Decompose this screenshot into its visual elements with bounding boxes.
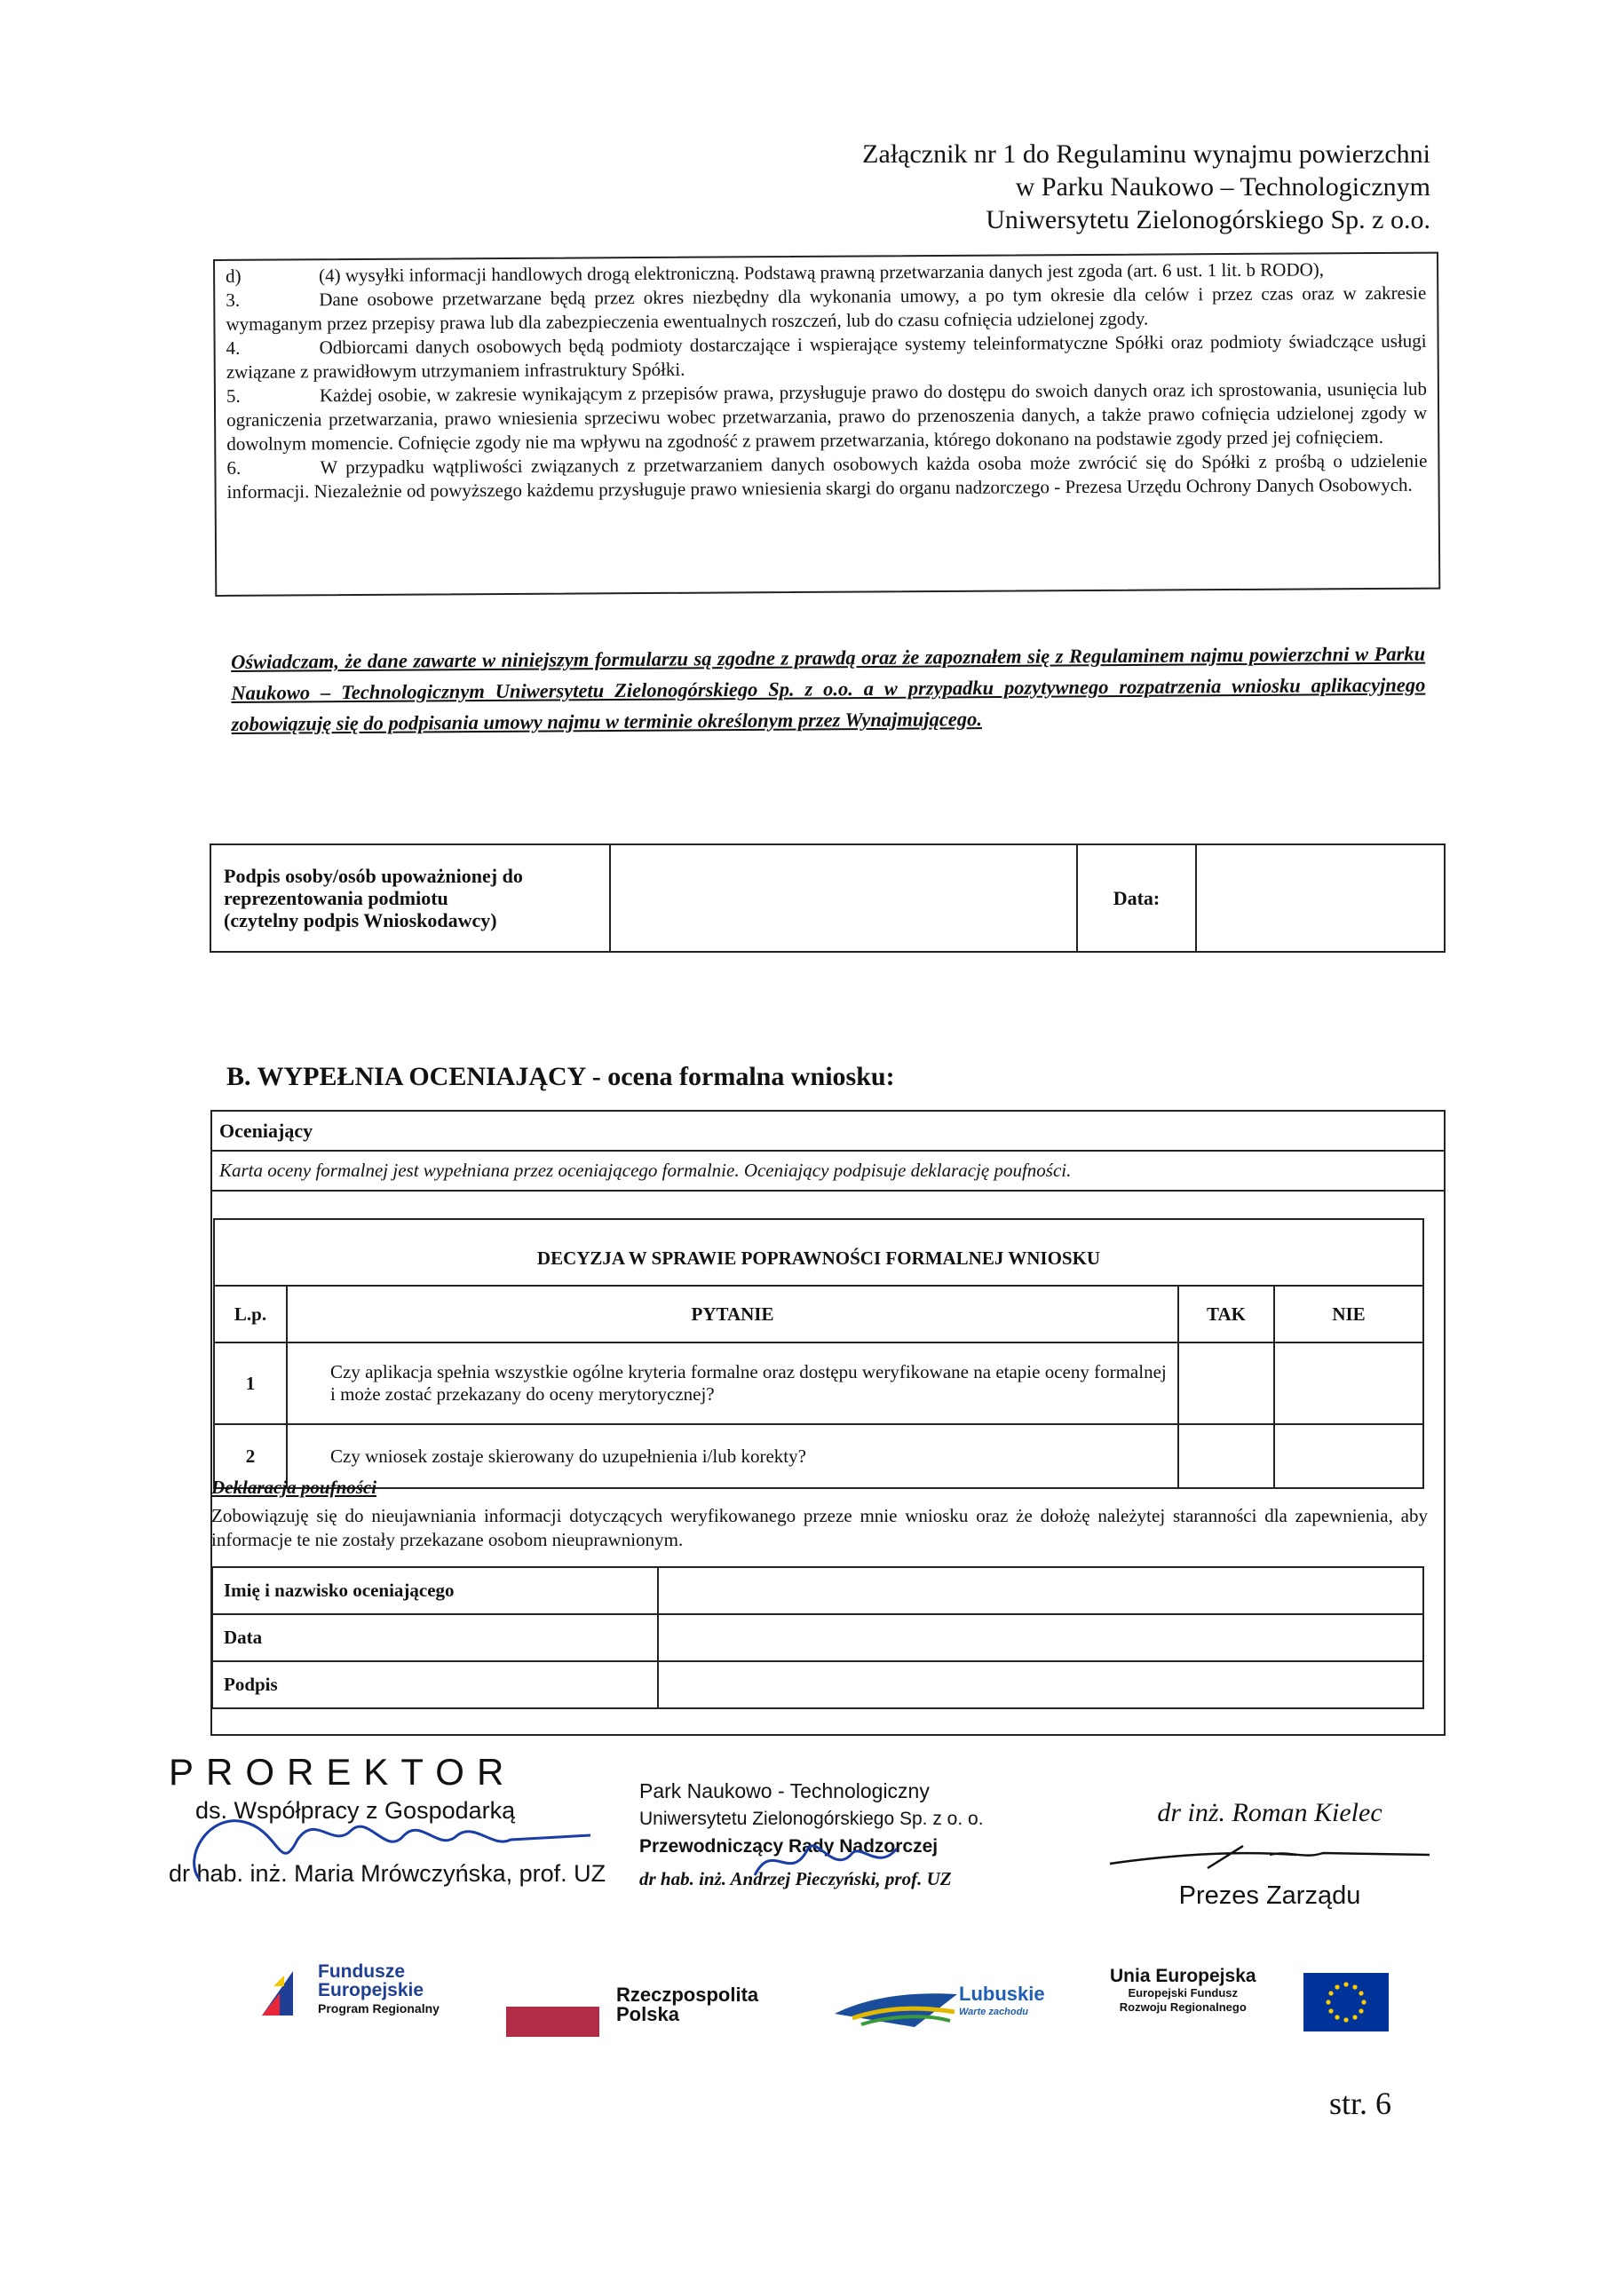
col-yes: TAK: [1178, 1286, 1274, 1342]
fe-line: Fundusze: [318, 1961, 405, 1982]
gdpr-text: Dane osobowe przetwarzane będą przez okres niezbędny dla wykonania umowy, a po tym okresie dla celów i przez czas oraz w zakresie wymaganym przez przepisy prawa lub dla zabezpieczenia ewentualnych roszczeń, lub do czasu cofnięcia udzielonej zgody.: [226, 281, 1427, 335]
rp-line: Rzeczpospolita: [616, 1984, 759, 2006]
rp-line: Polska: [616, 2003, 679, 2025]
prorektor-signature: [173, 1795, 599, 1893]
eu-logo-text: [1110, 1967, 1256, 2015]
prorektor-title: PROREKTOR: [169, 1751, 517, 1793]
applicant-declaration: Oświadczam, że dane zawarte w niniejszym formularzu są zgodne z prawdą oraz że zapoznałem się z Regulaminem najmu powierzchni w Parku Naukowo – Technologicznym Uniwersytetu Zielonogórskiego Sp. z o.o. a w przypadku pozytywnego rozpatrzenia wniosku aplikacyjnego zobowiązuję się do podpisania umowy najmu w terminie określonym przez Wynajmującego.: [231, 642, 1426, 735]
park-line-3: Przewodniczący Rady Nadzorczej: [639, 1836, 939, 1857]
eu-funding-logos: [249, 1962, 1394, 2042]
park-line-4: dr hab. inż. Andrzej Pieczyński, prof. UZ: [639, 1868, 952, 1889]
lubuskie-logo-icon: [835, 1987, 959, 2036]
evaluator-name-label: Imię i nazwisko oceniającego: [212, 1567, 658, 1614]
table-row: [214, 1342, 1423, 1424]
gdpr-paragraph-6: [226, 449, 1427, 504]
evaluator-fields-table: [211, 1566, 1424, 1709]
signature-label: Podpis osoby/osób upoważnionej do: [224, 865, 523, 887]
prezes-name: dr inż. Roman Kielec: [1157, 1798, 1382, 1827]
prezes-title: Prezes Zarządu: [1178, 1881, 1361, 1910]
confidentiality-title: Deklaracja poufności: [211, 1477, 377, 1498]
section-b-title: B. WYPEŁNIA OCENIAJĄCY - ocena formalna wniosku:: [226, 1062, 895, 1091]
gdpr-num: 3.: [226, 289, 241, 311]
col-question: PYTANIE: [287, 1286, 1178, 1342]
lubuskie-line: Warte zachodu: [959, 2007, 1029, 2017]
eu-flag-icon: [1303, 1973, 1389, 2031]
applicant-signature-table: [210, 843, 1446, 953]
decision-table: [213, 1218, 1424, 1489]
prezes-stamp: [1101, 1798, 1438, 1911]
fe-line: Europejskie: [318, 1980, 424, 2000]
evaluator-name-field[interactable]: [658, 1567, 1423, 1614]
col-lp: L.p.: [214, 1286, 287, 1342]
page-number: str. 6: [1329, 2086, 1392, 2121]
park-signature: [737, 1822, 915, 1893]
evaluation-date-field[interactable]: [658, 1614, 1423, 1661]
polish-flag-icon: [506, 2007, 599, 2037]
park-stamp: [639, 1778, 984, 1893]
header-line-3: Uniwersytetu Zielonogórskiego Sp. z o.o.: [986, 205, 1430, 234]
prorektor-name: dr hab. inż. Maria Mrówczyńska, prof. UZ: [169, 1860, 606, 1887]
evaluator-signature-label: Podpis: [212, 1661, 658, 1708]
lubuskie-line: Lubuskie: [959, 1983, 1045, 2005]
signature-label: (czytelny podpis Wnioskodawcy): [224, 909, 497, 931]
evaluator-label: Oceniający: [212, 1112, 1444, 1152]
park-line-2: Uniwersytetu Zielonogórskiego Sp. z o. o.: [639, 1809, 984, 1829]
row-question: Czy aplikacja spełnia wszystkie ogólne kryteria formalne oraz dostępu weryfikowane na etapie oceny formalnej i może zostać przekazany do oceny merytorycznej?: [287, 1342, 1178, 1424]
attachment-header: [862, 138, 1430, 236]
gdpr-text: Odbiorcami danych osobowych będą podmioty dostarczające i wspierające systemy teleinformatyczne Spółki oraz podmioty świadczące usługi związane z prawidłowym utrzymaniem infrastruktury Spółki.: [226, 329, 1427, 383]
confidentiality-declaration: [211, 1476, 1428, 1552]
fe-logo-icon: [257, 1967, 300, 2020]
signature-field[interactable]: [610, 844, 1077, 952]
fe-logo-text: [318, 1962, 440, 2018]
yes-checkbox-cell[interactable]: [1178, 1342, 1274, 1424]
no-checkbox-cell[interactable]: [1274, 1342, 1423, 1424]
decision-title: DECYZJA W SPRAWIE POPRAWNOŚCI FORMALNEJ WNIOSKU: [214, 1219, 1423, 1286]
rp-logo-text: [616, 1985, 758, 2024]
row-question: Czy wniosek zostaje skierowany do uzupełnienia i/lub korekty?: [287, 1424, 1178, 1488]
gdpr-paragraph-5: [226, 377, 1427, 456]
gdpr-paragraph-3: [226, 281, 1426, 337]
evaluation-date-label: Data: [212, 1614, 658, 1661]
col-no: NIE: [1274, 1286, 1423, 1342]
date-label-cell: Data:: [1077, 844, 1196, 952]
fe-line: Program Regionalny: [318, 2001, 440, 2016]
date-field[interactable]: [1196, 844, 1445, 952]
row-lp: 2: [214, 1424, 287, 1488]
prorektor-stamp: [169, 1751, 606, 1888]
evaluator-signature-field[interactable]: [658, 1661, 1423, 1708]
eu-line: Rozwoju Regionalnego: [1119, 2000, 1247, 2014]
row-lp: 1: [214, 1342, 287, 1424]
gdpr-text: (4) wysyłki informacji handlowych drogą elektroniczną. Podstawą prawną przetwarzania danych jest zgoda (art. 6 ust. 1 lit. b RODO),: [319, 258, 1325, 287]
gdpr-info-box: [213, 252, 1440, 597]
gdpr-text: W przypadku wątpliwości związanych z przetwarzaniem danych osobowych każda osoba może zwrócić się do Spółki z prośbą o udzielenie informacji. Niezależnie od powyższego każdemu przysługuje prawo wniesienia skargi do organu nadzorczego - Prezesa Urzędu Ochrony Danych Osobowych.: [226, 449, 1428, 503]
prezes-signature: [1101, 1828, 1438, 1881]
gdpr-num: 6.: [226, 456, 242, 479]
gdpr-num: 4.: [226, 337, 241, 359]
eu-line: Unia Europejska: [1110, 1966, 1256, 1986]
gdpr-text: Każdej osobie, w zakresie wynikającym z przepisów prawa, przysługuje prawo do dostępu do swoich danych oraz ich sprostowania, usunięcia lub ograniczenia przetwarzania, prawo wniesienia sprzeciwu wobec przetwarzania, prawo do przenoszenia danych, a także prawo cofnięcia udzielonej zgody w dowolnym momencie. Cofnięcie zgody nie ma wpływu na zgodność z prawem przetwarzania, którego dokonano na podstawie zgody przed jej cofnięciem.: [226, 377, 1428, 455]
gdpr-paragraph-4: [226, 329, 1427, 384]
eu-line: Europejski Fundusz: [1128, 1986, 1239, 2000]
prorektor-subtitle: ds. Współpracy z Gospodarką: [195, 1797, 516, 1824]
confidentiality-text: Zobowiązuję się do nieujawniania informacji dotyczących weryfikowanego przeze mnie wniosku oraz że dołożę należytej staranności dla zapewnienia, aby informacje te nie zostały przekazane osobom nieuprawnionym.: [211, 1505, 1428, 1550]
header-line-1: Załącznik nr 1 do Regulaminu wynajmu powierzchni: [862, 139, 1430, 169]
lubuskie-logo-text: [959, 1985, 1045, 2021]
evaluation-note: Karta oceny formalnej jest wypełniana przez oceniającego formalnie. Oceniający podpisuje deklarację poufności.: [212, 1152, 1444, 1192]
gdpr-num: d): [226, 265, 242, 287]
signature-label-cell: [210, 844, 610, 952]
signature-label: reprezentowania podmiotu: [224, 887, 448, 909]
header-line-2: w Parku Naukowo – Technologicznym: [1015, 172, 1430, 202]
park-line-1: Park Naukowo - Technologiczny: [639, 1779, 930, 1802]
gdpr-num: 5.: [226, 384, 241, 407]
